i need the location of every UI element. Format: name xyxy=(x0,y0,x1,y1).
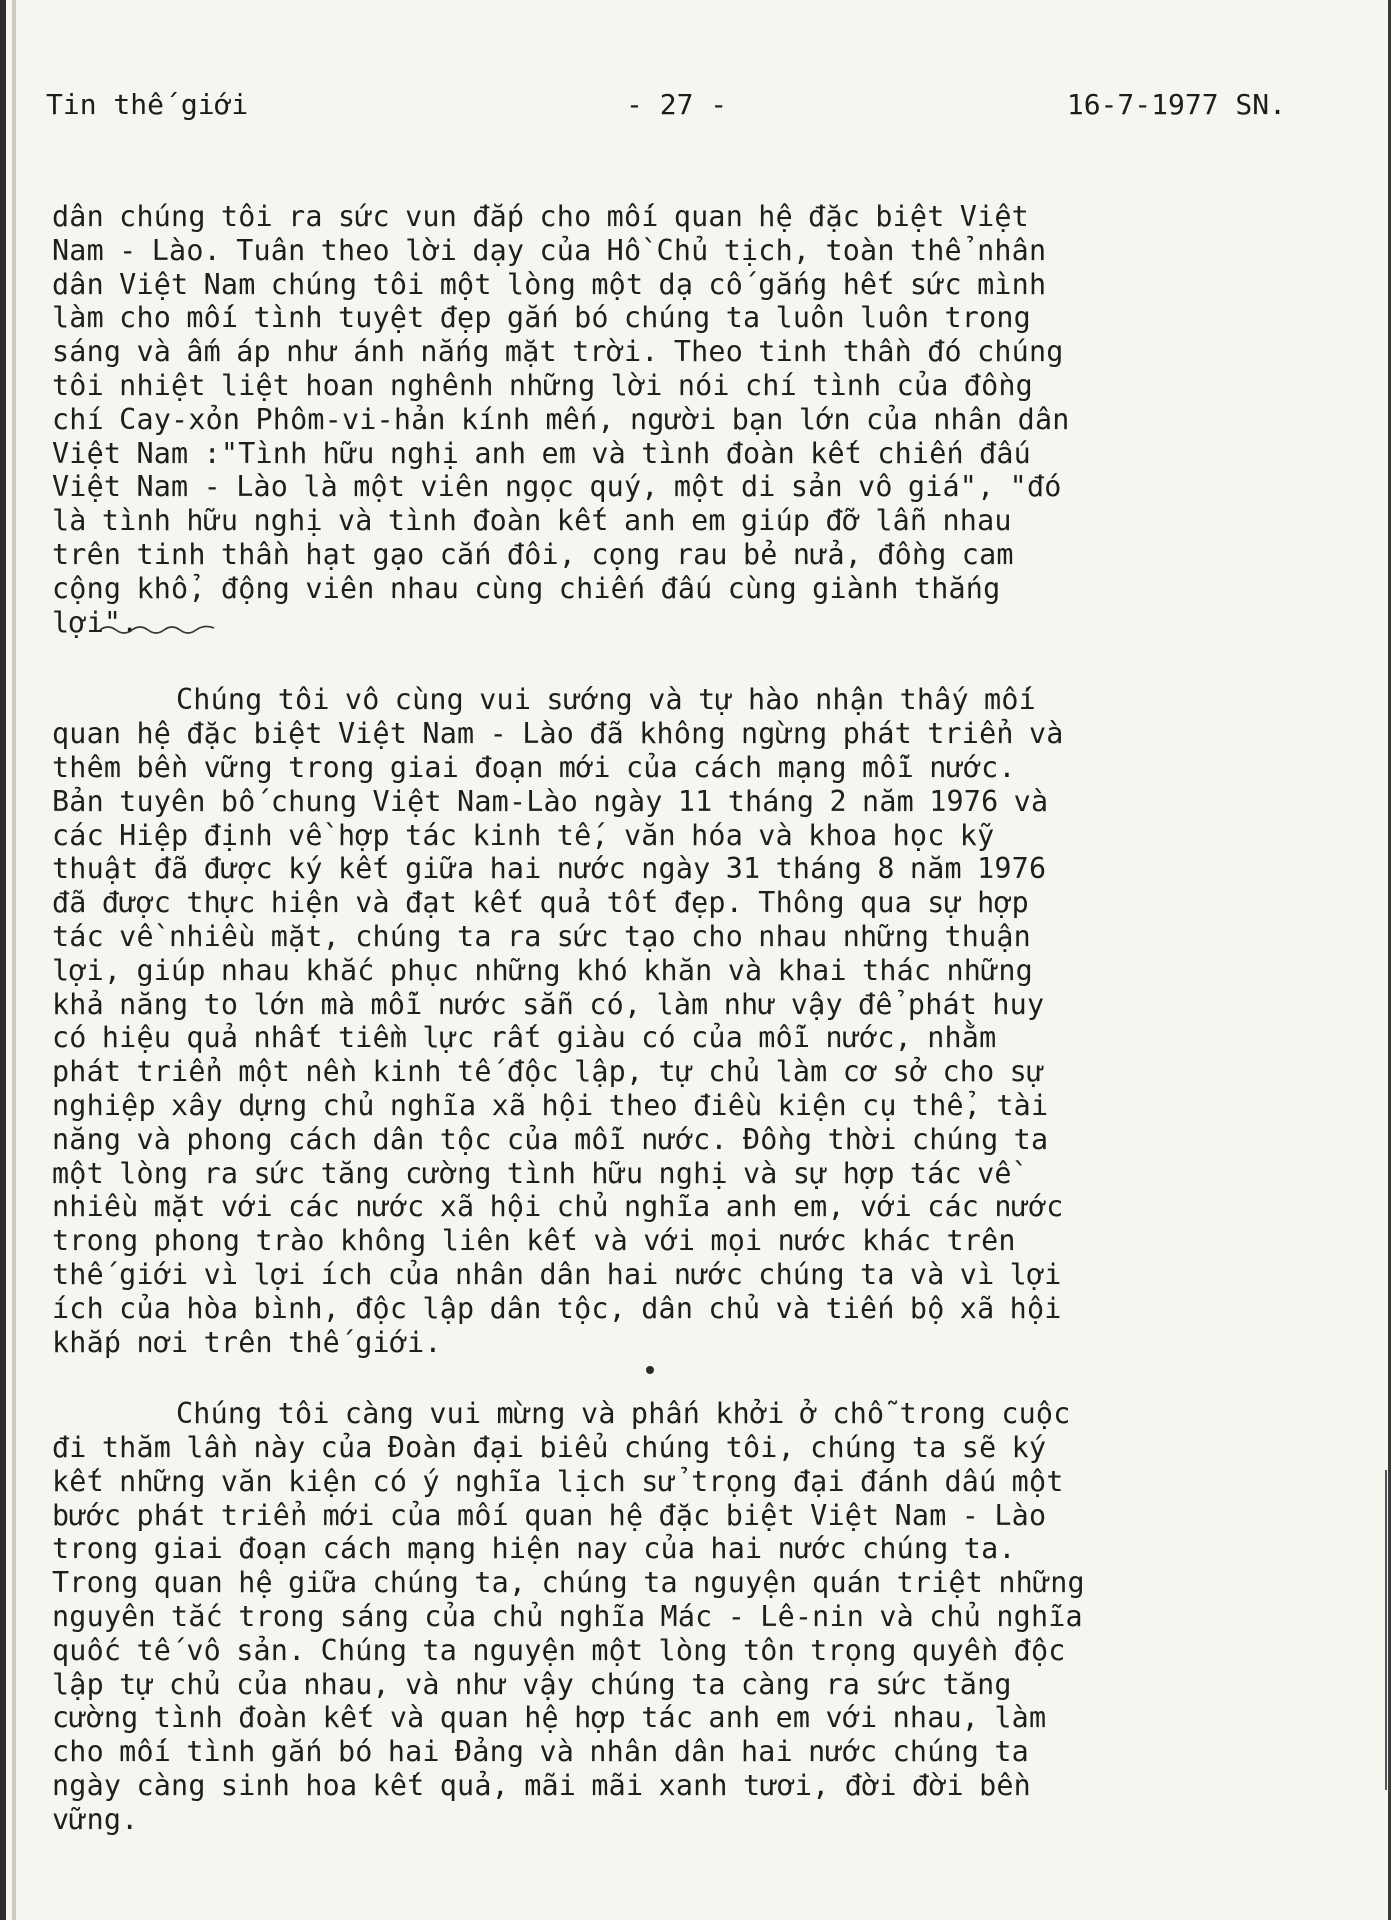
page-edge-shadow xyxy=(12,0,16,1920)
paragraph-1: dân chúng tôi ra sức vun đắp cho mối quan hệ đặc biệt Việt Nam - Lào. Tuân theo lời dạy của Hồ Chủ tịch, toàn thể nhân dân Việt Nam chúng tôi một lòng một dạ cố gắng hết sức mình làm cho mối tình tuyệt đẹp gắn bó chúng ta luôn luôn trong sáng và ấm áp như ánh nắng mặt trời. Theo tinh thần đó chúng tôi nhiệt liệt hoan nghênh những lời nói chí tình của đồng chí Cay-xỏn Phôm-vi-hản kính mến, người bạn lớn của nhân dân Việt Nam :"Tình hữu nghị anh em và tình đoàn kết chiến đấu Việt Nam - Lào là một viên ngọc quý, một di sản vô giá", "đó là tình hữu nghị và tình đoàn kết anh em giúp đỡ lẫn nhau trên tinh thần hạt gạo cắn đôi, cọng rau bẻ nửa, đồng cam cộng khổ, động viên nhau cùng chiến đấu cùng giành thắng lợi". xyxy=(52,200,1070,639)
header-date: 16-7-1977 SN. xyxy=(1066,88,1286,121)
page-header xyxy=(46,88,1306,128)
ink-dot-mark xyxy=(646,1366,654,1374)
handwritten-underline-mark xyxy=(98,622,218,636)
header-source: Tin thế giới xyxy=(46,88,249,121)
document-body xyxy=(52,200,1342,1837)
paragraph-3: Chúng tôi càng vui mừng và phấn khởi ở chỗ trong cuộc đi thăm lần này của Đoàn đại biểu chúng tôi, chúng ta sẽ ký kết những văn kiện có ý nghĩa lịch sử trọng đại đánh dấu một bước phát triển mới của mối quan hệ đặc biệt Việt Nam - Lào trong giai đoạn cách mạng hiện nay của hai nước chúng ta. Trong quan hệ giữa chúng ta, chúng ta nguyện quán triệt những nguyên tắc trong sáng của chủ nghĩa Mác - Lê-nin và chủ nghĩa quốc tế vô sản. Chúng ta nguyện một lòng tôn trọng quyền độc lập tự chủ của nhau, và như vậy chúng ta càng ra sức tăng cường tình đoàn kết và quan hệ hợp tác anh em với nhau, làm cho mối tình gắn bó hai Đảng và nhân dân hai nước chúng ta ngày càng sinh hoa kết quả, mãi mãi xanh tươi, đời đời bền vững. xyxy=(52,1397,1085,1836)
page-edge-line xyxy=(1385,1470,1387,1790)
paragraph-2: Chúng tôi vô cùng vui sướng và tự hào nhận thấy mối quan hệ đặc biệt Việt Nam - Lào đã không ngừng phát triển và thêm bền vững trong giai đoạn mới của cách mạng mỗi nước. Bản tuyên bố chung Việt Nam-Lào ngày 11 tháng 2 năm 1976 và các Hiệp định về hợp tác kinh tế, văn hóa và khoa học kỹ thuật đã được ký kết giữa hai nước ngày 31 tháng 8 năm 1976 đã được thực hiện và đạt kết quả tốt đẹp. Thông qua sự hợp tác về nhiều mặt, chúng ta ra sức tạo cho nhau những thuận lợi, giúp nhau khắc phục những khó khăn và khai thác những khả năng to lớn mà mỗi nước sẵn có, làm như vậy để phát huy có hiệu quả nhất tiềm lực rất giàu có của mỗi nước, nhằm phát triển một nền kinh tế độc lập, tự chủ làm cơ sở cho sự nghiệp xây dựng chủ nghĩa xã hội theo điều kiện cụ thể, tài năng và phong cách dân tộc của mỗi nước. Đồng thời chúng ta một lòng ra sức tăng cường tình hữu nghị và sự hợp tác về nhiều mặt với các nước xã hội chủ nghĩa anh em, với các nước trong phong trào không liên kết và với mọi nước khác trên thế giới vì lợi ích của nhân dân hai nước chúng ta và vì lợi ích của hòa bình, độc lập dân tộc, dân chủ và tiến bộ xã hội khắp nơi trên thế giới. xyxy=(52,683,1064,1359)
page-number: - 27 - xyxy=(626,88,728,121)
